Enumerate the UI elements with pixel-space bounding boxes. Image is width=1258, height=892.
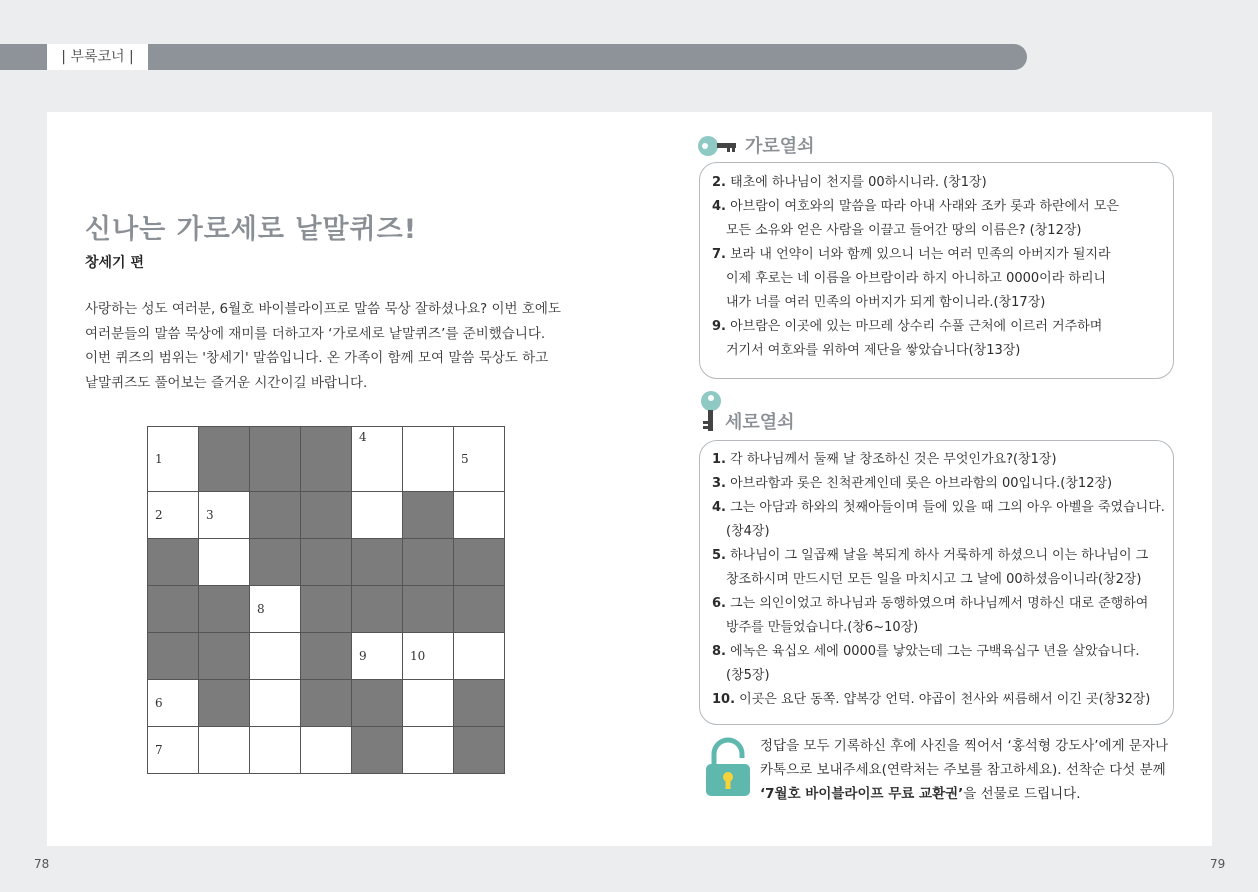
grid-cell-blocked (301, 427, 352, 492)
page-title: 신나는 가로세로 낱말퀴즈! (85, 214, 418, 245)
clue-number: 6. (712, 596, 726, 611)
clue-number: 7. (712, 247, 726, 262)
grid-cell-blocked (199, 633, 250, 680)
clue-text: (창4장) (726, 524, 770, 539)
clue-text: 아브람은 이곳에 있는 마므레 상수리 수풀 근처에 이르러 거주하며 (730, 319, 1103, 334)
grid-cell-blocked (403, 492, 454, 539)
grid-row (148, 492, 505, 539)
clue-number: 8 (257, 602, 265, 616)
clue-text: 하나님이 그 일곱째 날을 복되게 하사 거룩하게 하셨으니 이는 하나님이 그 (730, 548, 1149, 563)
clue-item (712, 195, 1119, 219)
grid-cell-blank[interactable] (352, 633, 403, 680)
clue-number: 1. (712, 452, 726, 467)
clue-text: 에녹은 육십오 세에 0000를 낳았는데 그는 구백육십구 년을 살았습니다. (730, 644, 1140, 659)
grid-cell-blank[interactable] (199, 727, 250, 774)
clue-number: 4 (359, 430, 367, 444)
across-clue-list (712, 171, 1119, 363)
grid-cell-blocked (148, 539, 199, 586)
clue-text: 거기서 여호와를 위하여 제단을 쌓았습니다(창13장) (726, 343, 1021, 358)
grid-cell-blocked (199, 586, 250, 633)
section-tag: | 부록코너 | (47, 44, 148, 70)
grid-cell-blank[interactable] (148, 492, 199, 539)
clue-continuation (712, 520, 1165, 544)
clue-item (712, 315, 1119, 339)
grid-cell-blank[interactable] (148, 427, 199, 492)
clue-number: 10. (712, 692, 736, 707)
clue-number: 3. (712, 476, 726, 491)
clue-number: 2. (712, 175, 726, 190)
grid-cell-blocked (403, 586, 454, 633)
key-icon (699, 390, 725, 434)
key-icon (697, 134, 741, 158)
grid-cell-blank[interactable] (403, 427, 454, 492)
clue-item (712, 496, 1165, 520)
grid-cell-blank[interactable] (403, 727, 454, 774)
clue-text: 보라 내 언약이 너와 함께 있으니 너는 여러 민족의 아버지가 될지라 (730, 247, 1111, 262)
clue-number: 6 (155, 696, 163, 710)
clue-continuation (712, 291, 1119, 315)
clue-number: 2 (155, 508, 163, 522)
grid-cell-blocked (250, 539, 301, 586)
grid-cell-blank[interactable] (454, 633, 505, 680)
grid-cell-blank[interactable] (352, 427, 403, 492)
grid-cell-blank[interactable] (148, 727, 199, 774)
clue-item (712, 448, 1165, 472)
grid-cell-blocked (148, 633, 199, 680)
clue-number: 9 (359, 649, 367, 663)
clue-text: 그는 의인이었고 하나님과 동행하였으며 하나님께서 명하신 대로 준행하여 (730, 596, 1149, 611)
clue-continuation (712, 267, 1119, 291)
grid-cell-blank[interactable] (403, 680, 454, 727)
grid-cell-blocked (199, 680, 250, 727)
grid-cell-blocked (250, 492, 301, 539)
clue-text: 아브람이 여호와의 말씀을 따라 아내 사래와 조카 롯과 하란에서 모은 (730, 199, 1119, 214)
clue-item (712, 544, 1165, 568)
note-line (760, 782, 1168, 806)
clue-number: 1 (155, 452, 163, 466)
clue-item (712, 640, 1165, 664)
clue-text: 방주를 만들었습니다.(창6~10장) (726, 620, 919, 635)
clue-number: 3 (206, 508, 214, 522)
grid-cell-blank[interactable] (250, 680, 301, 727)
clue-text: 모든 소유와 얻은 사람을 이끌고 들어간 땅의 이름은? (창12장) (726, 223, 1082, 238)
clue-number: 5 (461, 452, 469, 466)
grid-cell-blocked (250, 427, 301, 492)
grid-cell-blank[interactable] (454, 492, 505, 539)
grid-cell-blocked (352, 539, 403, 586)
clue-number: 4. (712, 500, 726, 515)
clue-item (712, 688, 1165, 712)
clue-text: 이제 후로는 네 이름을 아브람이라 하지 아니하고 0000이라 하리니 (726, 271, 1107, 286)
clue-number: 8. (712, 644, 726, 659)
grid-cell-blank[interactable] (250, 586, 301, 633)
page-number-left: 78 (34, 857, 50, 871)
clue-text: 태초에 하나님이 천지를 00하시니라. (창1장) (730, 175, 987, 190)
across-heading: 가로열쇠 (745, 136, 815, 157)
grid-cell-blocked (199, 427, 250, 492)
note-line: 정답을 모두 기록하신 후에 사진을 찍어서 ‘홍석형 강도사’에게 문자나 (760, 738, 1169, 754)
crossword-grid (147, 426, 505, 774)
clue-item (712, 472, 1165, 496)
clue-continuation (712, 664, 1165, 688)
clue-number: 9. (712, 319, 726, 334)
clue-text: 내가 너를 여러 민족의 아버지가 되게 함이니라.(창17장) (726, 295, 1046, 310)
clue-text: 아브라함과 롯은 친척관계인데 롯은 아브라함의 00입니다.(창12장) (730, 476, 1113, 491)
clue-continuation (712, 568, 1165, 592)
note-tail: 을 선물로 드립니다. (963, 786, 1081, 802)
grid-cell-blank[interactable] (301, 727, 352, 774)
prize-text: ‘7월호 바이블라이프 무료 교환권’ (760, 786, 964, 802)
grid-cell-blocked (301, 633, 352, 680)
grid-cell-blank[interactable] (148, 680, 199, 727)
clue-text: 창조하시며 만드시던 모든 일을 마치시고 그 날에 00하셨음이니라(창2장) (726, 572, 1142, 587)
grid-cell-blocked (352, 727, 403, 774)
grid-cell-blank[interactable] (250, 727, 301, 774)
grid-row (148, 539, 505, 586)
clue-text: 그는 아담과 하와의 첫째아들이며 들에 있을 때 그의 아우 아벨을 죽였습니다. (730, 500, 1165, 515)
grid-cell-blocked (352, 680, 403, 727)
header-bar (0, 44, 1027, 70)
down-clue-list (712, 448, 1165, 712)
intro-line: 사랑하는 성도 여러분, 6월호 바이블라이프로 말씀 묵상 잘하셨나요? 이번 호에도 (85, 301, 561, 317)
grid-cell-blocked (301, 492, 352, 539)
intro-line: 이번 퀴즈의 범위는 '창세기' 말씀입니다. 온 가족이 함께 모여 말씀 묵상도 하고 (85, 350, 549, 366)
grid-row (148, 680, 505, 727)
grid-cell-blocked (454, 539, 505, 586)
grid-cell-blocked (403, 539, 454, 586)
note-line: 카톡으로 보내주세요(연락처는 주보를 참고하세요). 선착순 다섯 분께 (760, 762, 1166, 778)
clue-continuation (712, 616, 1165, 640)
clue-item (712, 171, 1119, 195)
grid-cell-blank[interactable] (352, 492, 403, 539)
grid-cell-blank[interactable] (250, 633, 301, 680)
grid-cell-blank[interactable] (403, 633, 454, 680)
grid-cell-blank[interactable] (454, 427, 505, 492)
submission-note (760, 734, 1168, 806)
intro-line: 여러분들의 말씀 묵상에 재미를 더하고자 ‘가로세로 낱말퀴즈’를 준비했습니다. (85, 325, 546, 342)
grid-cell-blocked (148, 586, 199, 633)
grid-cell-blocked (301, 539, 352, 586)
clue-continuation (712, 219, 1119, 243)
clue-number: 4. (712, 199, 726, 214)
grid-row (148, 727, 505, 774)
grid-cell-blocked (454, 680, 505, 727)
clue-number: 7 (155, 743, 163, 757)
clue-item (712, 243, 1119, 267)
grid-cell-blocked (454, 727, 505, 774)
grid-cell-blank[interactable] (199, 492, 250, 539)
page-subtitle: 창세기 편 (85, 255, 144, 271)
grid-cell-blocked (352, 586, 403, 633)
clue-item (712, 592, 1165, 616)
clue-text: 이곳은 요단 동쪽. 얍복강 언덕. 야곱이 천사와 씨름해서 이긴 곳(창32장) (739, 692, 1151, 707)
intro-text (85, 297, 575, 395)
clue-text: 각 하나님께서 둘째 날 창조하신 것은 무엇인가요?(창1장) (730, 452, 1057, 467)
intro-line: 낱말퀴즈도 풀어보는 즐거운 시간이길 바랍니다. (85, 374, 368, 391)
clue-text: (창5장) (726, 668, 770, 683)
unlock-icon (700, 736, 756, 802)
grid-cell-blank[interactable] (199, 539, 250, 586)
clue-number: 5. (712, 548, 726, 563)
grid-cell-blocked (301, 586, 352, 633)
clue-number: 10 (410, 649, 426, 663)
grid-row (148, 586, 505, 633)
page-number-right: 79 (1210, 857, 1226, 871)
grid-cell-blocked (301, 680, 352, 727)
grid-row (148, 427, 505, 492)
down-heading: 세로열쇠 (725, 412, 795, 433)
grid-cell-blocked (454, 586, 505, 633)
grid-row (148, 633, 505, 680)
clue-continuation (712, 339, 1119, 363)
